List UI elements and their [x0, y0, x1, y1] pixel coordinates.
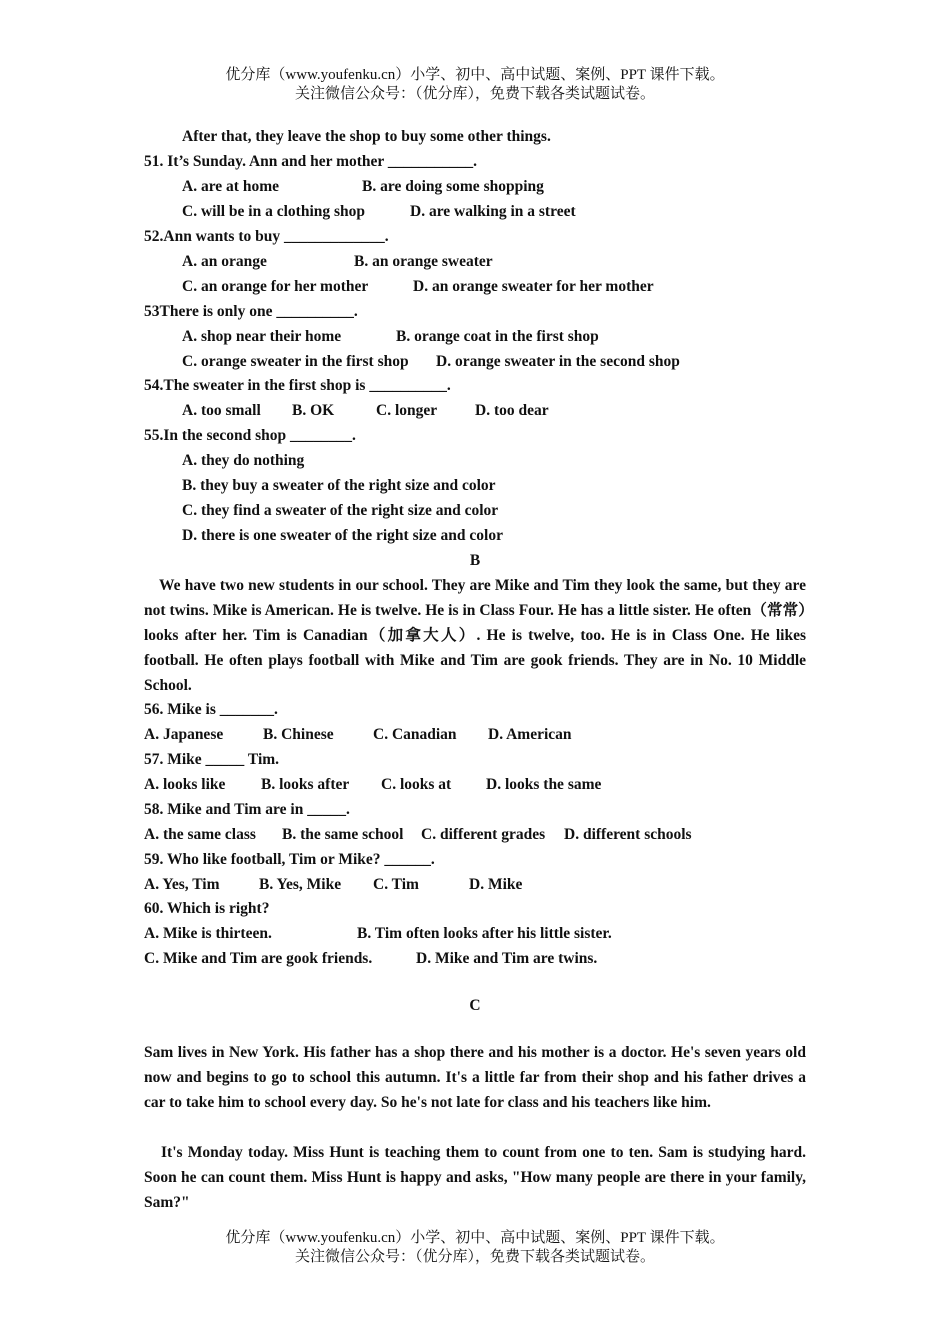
header-line-2: 关注微信公众号：（优分库），免费下载各类试题试卷。 — [294, 86, 655, 102]
q58-option-a: A. the same class — [144, 826, 256, 843]
q54-option-a: A. too small — [182, 402, 261, 419]
q52-option-b: B. an orange sweater — [354, 253, 493, 270]
q57-option-a: A. looks like — [144, 776, 226, 793]
q52-option-a: A. an orange — [182, 253, 267, 270]
q53-option-d: D. orange sweater in the second shop — [436, 353, 680, 370]
q59-option-d: D. Mike — [469, 876, 523, 893]
q53-stem: 53There is only one __________. — [144, 303, 358, 320]
footer-line-2: 关注微信公众号：（优分库），免费下载各类试题试卷。 — [294, 1249, 655, 1265]
q56-option-b: B. Chinese — [263, 726, 334, 743]
q55-stem: 55.In the second shop ________. — [144, 427, 356, 444]
q55-option-b: B. they buy a sweater of the right size and color — [182, 477, 496, 494]
footer-line-1: 优分库（www.youfenku.cn）小学、初中、高中试题、案例、PPT 课件下载。 — [225, 1230, 725, 1246]
q58-option-b: B. the same school — [282, 826, 404, 843]
section-c-paragraph-2: It's Monday today. Miss Hunt is teaching them to count from one to ten. Sam is studying hard. Soon he can count them. Miss Hunt is happy and asks, "How many people are there in your family, Sam?" — [144, 1144, 806, 1211]
q55-option-d: D. there is one sweater of the right size and color — [182, 527, 503, 544]
q52-stem: 52.Ann wants to buy _____________. — [144, 228, 389, 245]
q57-option-b: B. looks after — [261, 776, 350, 793]
q56-stem: 56. Mike is _______. — [144, 701, 278, 718]
q54-option-d: D. too dear — [475, 402, 549, 419]
q52-option-c: C. an orange for her mother — [182, 278, 369, 295]
passage-a-last-line: After that, they leave the shop to buy some other things. — [182, 128, 551, 145]
q56-option-a: A. Japanese — [144, 726, 224, 743]
q60-option-b: B. Tim often looks after his little sister. — [357, 925, 612, 942]
page-header — [0, 66, 950, 104]
q55-option-c: C. they find a sweater of the right size and color — [182, 502, 499, 519]
q52-option-d: D. an orange sweater for her mother — [413, 278, 654, 295]
section-c-title: C — [469, 997, 481, 1014]
q57-stem: 57. Mike _____ Tim. — [144, 751, 280, 768]
section-b-title: B — [469, 552, 481, 569]
q51-option-d: D. are walking in a street — [410, 203, 576, 220]
section-c-paragraph-1: Sam lives in New York. His father has a shop there and his mother is a doctor. He's seven years old now and begins to go to school this autumn. It's a little far from their shop and his father drives a car to take him to school every day. So he's not late for class and his teachers like him. — [144, 1044, 806, 1111]
q58-stem: 58. Mike and Tim are in _____. — [144, 801, 350, 818]
header-line-1: 优分库（www.youfenku.cn）小学、初中、高中试题、案例、PPT 课件下载。 — [225, 67, 725, 83]
q51-option-b: B. are doing some shopping — [362, 178, 544, 195]
q51-stem: 51. It’s Sunday. Ann and her mother ___________. — [144, 153, 478, 170]
q53-option-c: C. orange sweater in the first shop — [182, 353, 409, 370]
q60-option-d: D. Mike and Tim are twins. — [416, 950, 598, 967]
q54-option-c: C. longer — [376, 402, 438, 419]
q54-stem: 54.The sweater in the first shop is __________. — [144, 377, 451, 394]
q53-option-b: B. orange coat in the first shop — [396, 328, 599, 345]
q59-option-c: C. Tim — [373, 876, 419, 893]
q53-option-a: A. shop near their home — [182, 328, 342, 345]
q57-option-c: C. looks at — [381, 776, 452, 793]
q60-stem: 60. Which is right? — [144, 900, 270, 917]
page-footer — [0, 1229, 950, 1267]
q56-option-d: D. American — [488, 726, 572, 743]
q59-option-a: A. Yes, Tim — [144, 876, 220, 893]
q59-stem: 59. Who like football, Tim or Mike? ______. — [144, 851, 435, 868]
q54-option-b: B. OK — [292, 402, 335, 419]
q57-option-d: D. looks the same — [486, 776, 602, 793]
section-b-passage: We have two new students in our school. They are Mike and Tim they look the same, but they are not twins. Mike is American. He is twelve. He is in Class Four. He has a little sister. He often（常常）looks after her. Tim is Canadian（加拿大人）. He is twelve, too. He is in Class One. He likes football. He often plays football with Mike and Tim are gook friends. They are in No. 10 Middle School. — [144, 577, 806, 694]
q56-option-c: C. Canadian — [373, 726, 457, 743]
q60-option-c: C. Mike and Tim are gook friends. — [144, 950, 373, 967]
q55-option-a: A. they do nothing — [182, 452, 305, 469]
q60-option-a: A. Mike is thirteen. — [144, 925, 272, 942]
q58-option-c: C. different grades — [421, 826, 546, 843]
q51-option-a: A. are at home — [182, 178, 279, 195]
q59-option-b: B. Yes, Mike — [259, 876, 342, 893]
q58-option-d: D. different schools — [564, 826, 692, 843]
q51-option-c: C. will be in a clothing shop — [182, 203, 366, 220]
